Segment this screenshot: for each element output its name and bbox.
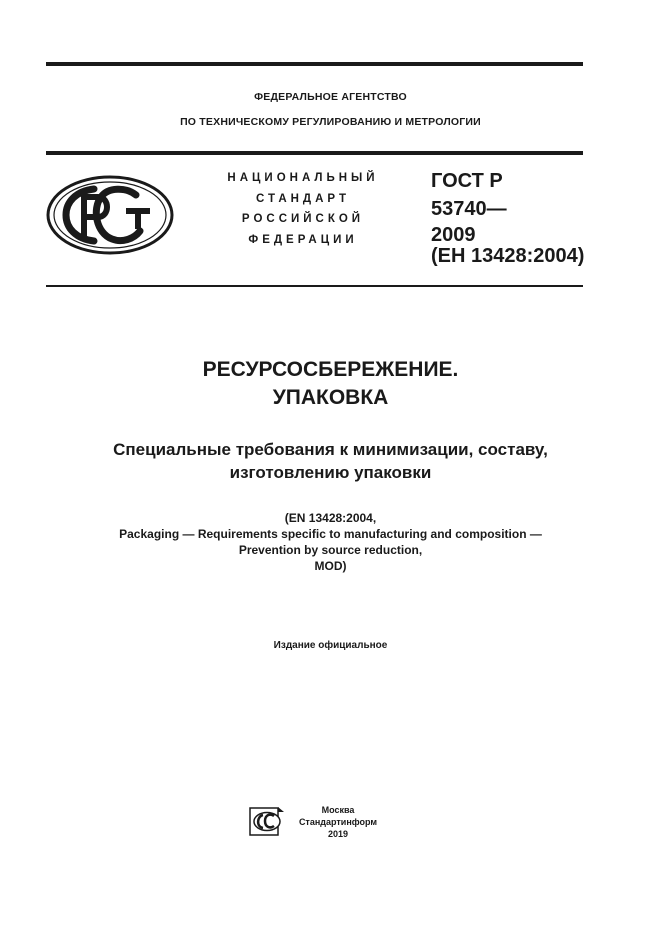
publisher-name: Стандартинформ [298, 817, 378, 827]
standard-designation-line1: ГОСТ Р [431, 170, 503, 192]
english-reference-line3: Prevention by source reduction, [238, 543, 423, 557]
agency-name-line2: ПО ТЕХНИЧЕСКОМУ РЕГУЛИРОВАНИЮ И МЕТРОЛОГИИ [180, 116, 481, 128]
english-reference-line4: MOD) [314, 559, 347, 573]
standard-designation-line2: 53740— [431, 198, 507, 220]
standard-designation-line4: (ЕН 13428:2004) [431, 245, 585, 267]
national-standard-line4: ФЕДЕРАЦИИ [248, 234, 358, 246]
header-rule [46, 151, 583, 155]
standartinform-logo-icon [249, 806, 285, 837]
publisher-year: 2019 [327, 829, 349, 839]
document-subtitle-line2: изготовлению упаковки [229, 463, 432, 482]
agency-name-line1: ФЕДЕРАЛЬНОЕ АГЕНТСТВО [254, 91, 407, 103]
document-title-line1: РЕСУРСОСБЕРЕЖЕНИЕ. [202, 358, 459, 381]
standard-designation-line3: 2009 [431, 224, 476, 246]
edition-note: Издание официальное [273, 640, 388, 651]
document-subtitle-line1: Специальные требования к минимизации, составу, [113, 440, 548, 459]
top-rule [46, 62, 583, 66]
publisher-city: Москва [321, 805, 355, 815]
national-standard-line1: НАЦИОНАЛЬНЫЙ [227, 172, 379, 184]
national-standard-line2: СТАНДАРТ [256, 193, 350, 205]
english-reference-line1: (EN 13428:2004, [284, 511, 377, 525]
english-reference-line2: Packaging — Requirements specific to manufacturing and composition — [119, 527, 542, 541]
national-standard-line3: РОССИЙСКОЙ [241, 213, 365, 225]
document-title-line2: УПАКОВКА [272, 386, 389, 409]
block-rule [46, 285, 583, 287]
rst-certification-mark-icon [46, 175, 174, 255]
